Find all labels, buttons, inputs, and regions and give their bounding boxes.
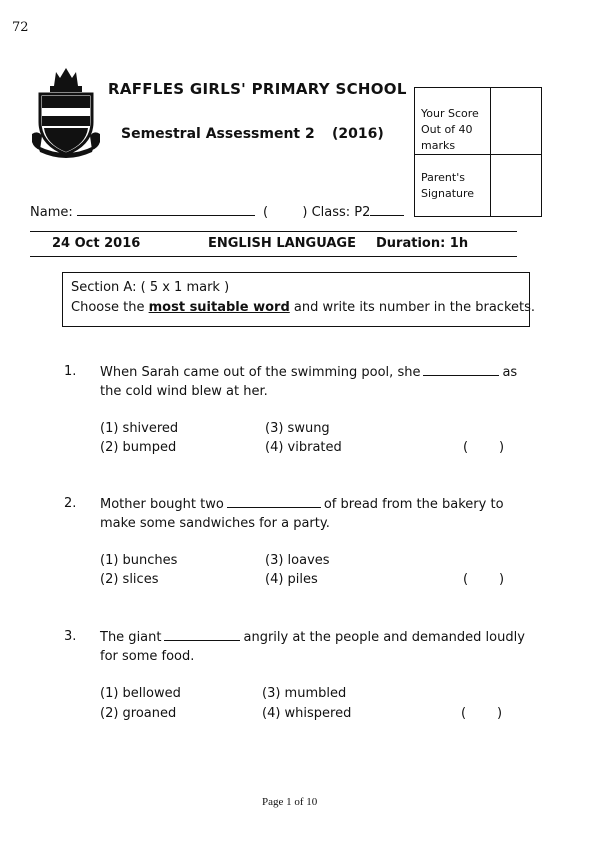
school-name: RAFFLES GIRLS' PRIMARY SCHOOL [108,80,407,98]
exam-duration: Duration: 1h [376,236,469,251]
index-open-paren: ( [263,205,269,220]
question-line: The giant angrily at the people and demanded loudly [100,630,525,645]
answer-blank [423,364,499,376]
class-field[interactable] [370,203,404,216]
option: (4) piles [265,572,318,587]
answer-bracket-close: ) [499,440,505,455]
option: (2) slices [100,572,159,587]
question-number: 3. [64,629,77,644]
section-title: Section A: ( 5 x 1 mark ) [71,280,230,295]
question-line: When Sarah came out of the swimming pool, she as [100,365,518,380]
exam-date: 24 Oct 2016 [52,236,141,251]
option: (1) bunches [100,553,178,568]
option: (1) shivered [100,421,179,436]
class-label: Class: P2 [311,205,371,220]
header-rule-bottom [30,256,517,257]
assessment-year: (2016) [332,126,384,142]
name-class-row [30,203,404,220]
question-line: for some food. [100,649,195,664]
question-number: 2. [64,496,77,511]
answer-blank [164,629,240,641]
option: (3) mumbled [262,686,347,701]
score-label: Your Score Out of 40 marks [421,107,479,152]
option: (3) swung [265,421,330,436]
question-line: make some sandwiches for a party. [100,516,330,531]
answer-bracket-open: ( [461,706,467,721]
option: (4) vibrated [265,440,342,455]
option: (1) bellowed [100,686,181,701]
answer-blank [227,496,321,508]
answer-bracket-close: ) [497,706,503,721]
name-field[interactable] [77,203,255,216]
question-line: the cold wind blew at her. [100,384,268,399]
parent-signature-label: Parent's Signature [421,171,475,200]
section-a-box [62,272,536,327]
option: (4) whispered [262,706,352,721]
exam-subject: ENGLISH LANGUAGE [208,236,356,251]
instruction-emphasis: most suitable word [148,300,290,315]
answer-bracket-close: ) [499,572,505,587]
corner-mark: 72 [12,20,29,35]
option: (2) groaned [100,706,177,721]
page-footer: Page 1 of 10 [262,796,318,808]
name-label: Name: [30,205,73,220]
header-rule-top [30,231,517,232]
option: (2) bumped [100,440,177,455]
answer-bracket-open: ( [463,572,469,587]
score-box [414,87,542,217]
question-line: Mother bought two of bread from the bakery to [100,497,504,512]
question-number: 1. [64,364,77,379]
index-close-paren: ) [302,205,308,220]
answer-bracket-open: ( [463,440,469,455]
school-crest-logo [30,66,102,158]
section-instruction: Choose the most suitable word and write its number in the brackets. [71,300,536,315]
assessment-title: Semestral Assessment 2 [121,126,315,142]
option: (3) loaves [265,553,330,568]
